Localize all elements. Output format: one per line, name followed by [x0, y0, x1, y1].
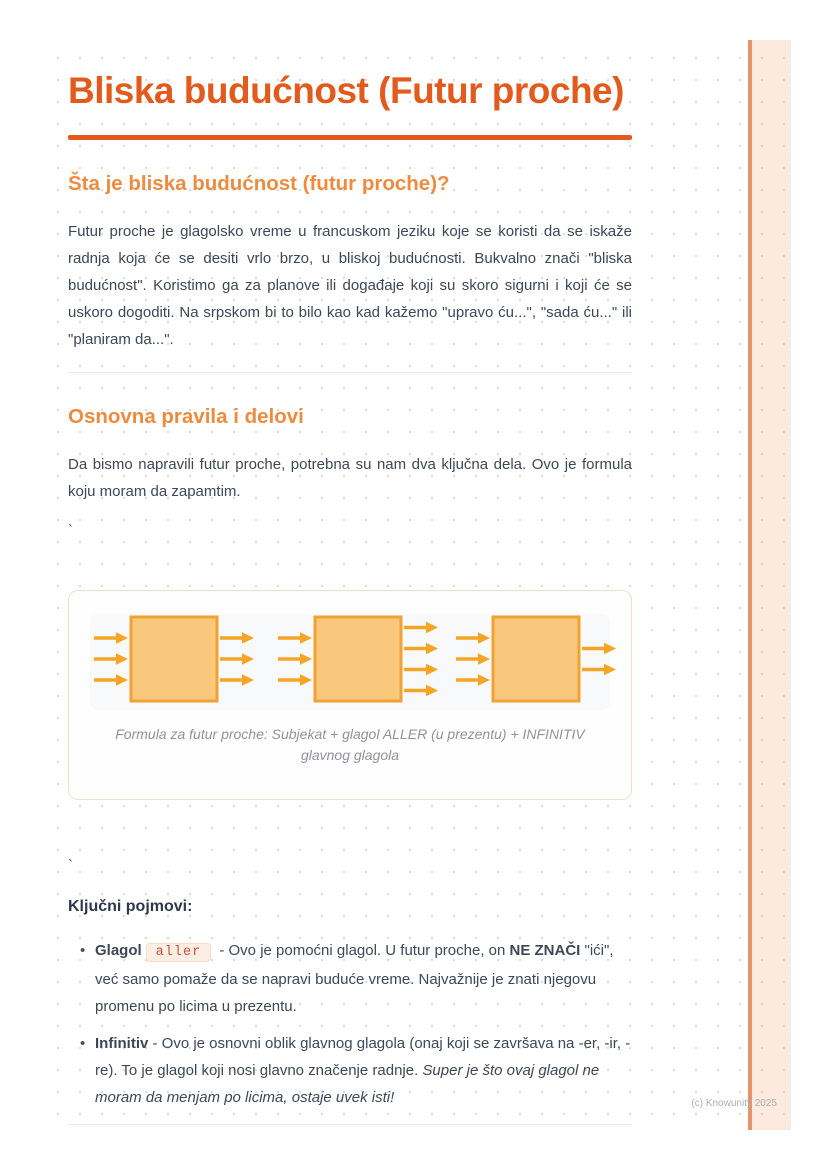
term-text: "ići", već samo pomaže da se napravi buduće vreme. Najvažnije je znati njegovu promenu po licima u prezentu.: [95, 941, 614, 1015]
term-italic-note: Super je što ovaj glagol ne moram da menjam po licima, ostaje uvek isti!: [95, 1061, 600, 1106]
list-item-glagol: [95, 937, 632, 1020]
intro-paragraph: Futur proche je glagolsko vreme u francuskom jeziku koje se koristi da se iskaže radnja koja će se desiti vrlo brzo, u bliskoj budućnosti. Bukvalno znači "bliska budućnost". Koristimo ga za planove ili događaje koji su skoro sigurni i koji će se uskoro dogoditi. Na srpskom bi to bilo kao kad kažemo "upravo ću...", "sada ću..." ili "planiram da...".: [68, 223, 632, 349]
term-text: - Ovo je pomoćni glagol. U futur proche, on: [215, 941, 510, 959]
figure-caption: Formula za futur proche: Subjekat + glagol ALLER (u prezentu) + INFINITIV glavnog glagola: [115, 725, 585, 763]
worksheet-page: [40, 40, 791, 1130]
term-lead: Infinitiv: [95, 1034, 149, 1052]
page-margin-stripe: [748, 40, 791, 1130]
rules-paragraph: Da bismo napravili futur proche, potrebna su nam dva ključna dela. Ovo je formula koju moram da zapamtim.: [68, 455, 632, 500]
stray-backtick: `: [68, 521, 73, 539]
term-emphasis: NE ZNAČI: [509, 941, 581, 959]
footer-divider: [68, 1124, 632, 1125]
section-heading-rules: Osnovna pravila i delovi: [68, 405, 304, 429]
term-text: - Ovo je osnovni oblik glavnog glagola (onaj koji se završava na -er, -ir, -re). To je glagol koji nosi glavno značenje radnje.: [95, 1034, 631, 1079]
formula-diagram: [90, 614, 610, 710]
list-item-infinitiv: [95, 1030, 632, 1111]
page-content: [68, 40, 632, 1125]
key-terms-list: [68, 917, 632, 1111]
stray-backtick: `: [68, 856, 73, 874]
key-terms-heading: Ključni pojmovi:: [68, 897, 193, 915]
inline-code-aller: aller: [146, 943, 212, 962]
formula-figure-card: [68, 590, 632, 800]
copyright-footer: (c) Knowunity 2025: [691, 1098, 777, 1109]
term-lead: Glagol: [95, 941, 142, 959]
section-heading-intro: Šta je bliska budućnost (futur proche)?: [68, 172, 450, 196]
formula-diagram-panel: [90, 614, 610, 710]
page-title: Bliska budućnost (Futur proche): [68, 70, 624, 111]
